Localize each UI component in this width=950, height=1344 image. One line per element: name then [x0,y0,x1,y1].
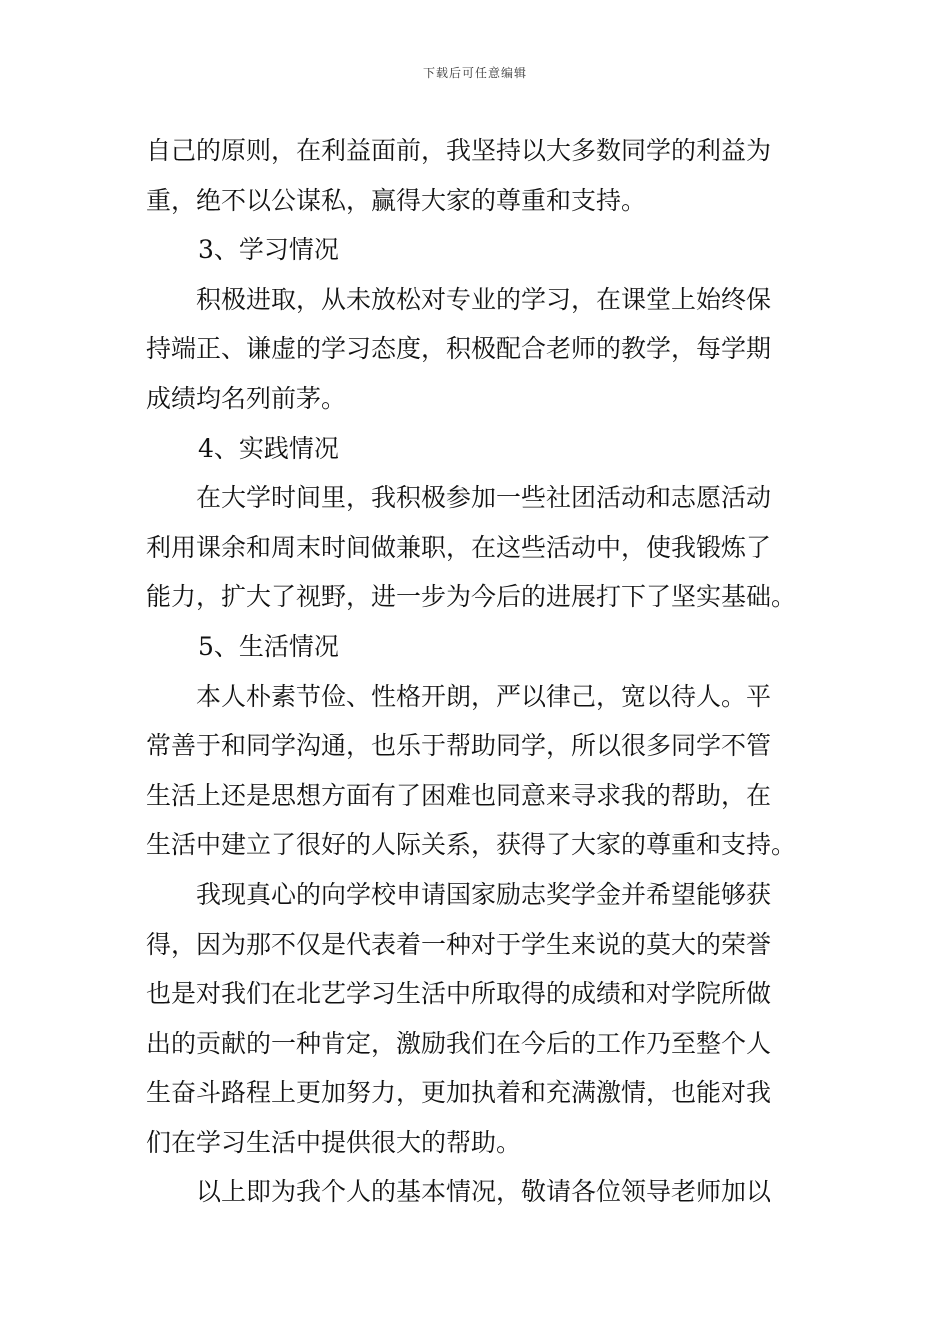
text-line: 利用课余和周末时间做兼职，在这些活动中，使我锻炼了 [146,532,772,562]
text-line: 持端正、谦虚的学习态度，积极配合老师的教学，每学期 [146,334,772,364]
text-line: 积极进取，从未放松对专业的学习，在课堂上始终保 [196,284,772,314]
text-line: 生活上还是思想方面有了困难也同意来寻求我的帮助，在 [146,780,772,810]
text-line: 常善于和同学沟通，也乐于帮助同学，所以很多同学不管 [146,731,772,761]
text-line: 我现真心的向学校申请国家励志奖学金并希望能够获 [196,879,772,909]
text-line: 4、实践情况 [198,433,339,463]
text-line: 也是对我们在北艺学习生活中所取得的成绩和对学院所做 [146,979,772,1009]
text-line: 生活中建立了很好的人际关系，获得了大家的尊重和支持。 [146,830,797,860]
text-line: 3、学习情况 [198,235,339,265]
body-text [146,126,810,1217]
text-line: 得，因为那不仅是代表着一种对于学生来说的莫大的荣誉 [146,929,772,959]
text-line: 能力，扩大了视野，进一步为今后的进展打下了坚实基础。 [146,582,797,612]
text-line: 重，绝不以公谋私，赢得大家的尊重和支持。 [146,185,647,215]
text-line: 5、生活情况 [198,631,339,661]
text-line: 成绩均名列前茅。 [146,383,347,413]
text-line: 生奋斗路程上更加努力，更加执着和充满激情，也能对我 [146,1078,772,1108]
text-line: 出的贡献的一种肯定，激励我们在今后的工作乃至整个人 [146,1028,772,1058]
text-line: 自己的原则，在利益面前，我坚持以大多数同学的利益为 [146,136,772,165]
text-line: 本人朴素节俭、性格开朗，严以律己，宽以待人。平 [196,681,772,711]
page-header: 下载后可任意编辑 [422,66,527,80]
text-line: 在大学时间里，我积极参加一些社团活动和志愿活动 [196,483,772,513]
text-line: 们在学习生活中提供很大的帮助。 [146,1127,522,1157]
text-line: 以上即为我个人的基本情况，敬请各位领导老师加以 [196,1177,772,1207]
